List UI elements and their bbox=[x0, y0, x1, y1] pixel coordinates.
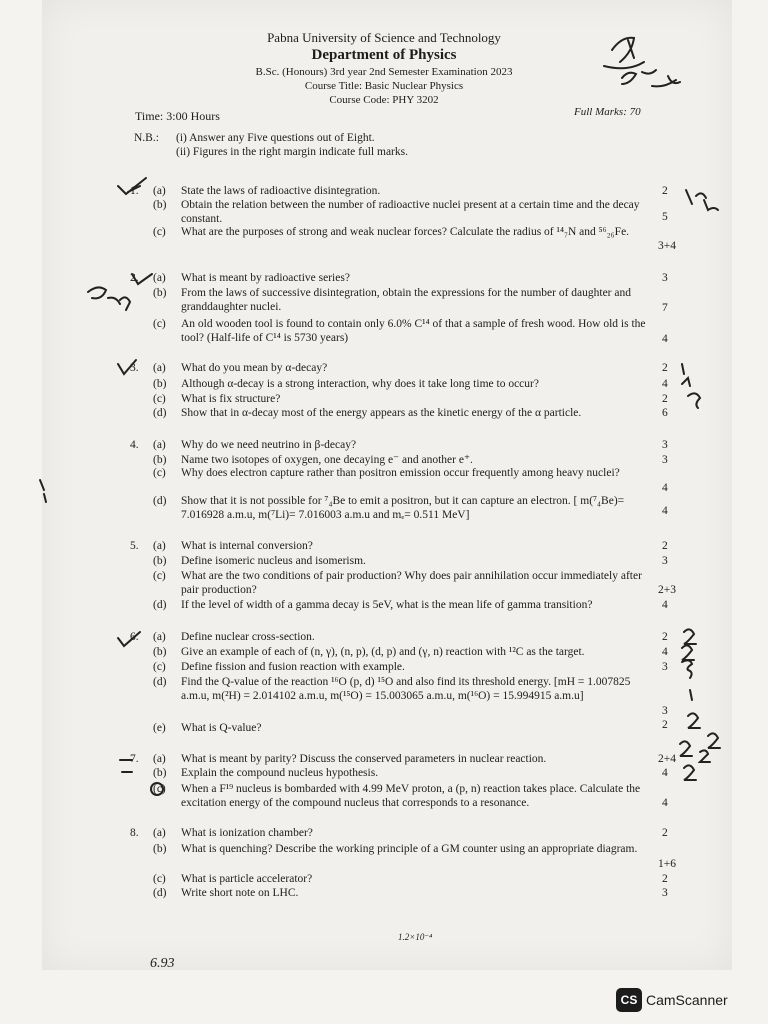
part-label: (d) bbox=[153, 676, 167, 688]
exam-time: Time: 3:00 Hours bbox=[135, 109, 220, 123]
part-text: Find the Q-value of the reaction ¹⁶O (p, d) ¹⁵O and also find its threshold energy. [mH = 1.007825 a.m.u, m(²H) = 2.014102 a.m.u, m(¹⁵O) = 15.003065 a.m.u, m(¹⁶O) = 15.994915 a.m.u] bbox=[181, 676, 631, 702]
part-marks: 4 bbox=[662, 599, 668, 611]
part-marks: 4 bbox=[662, 378, 668, 390]
part-label: (b) bbox=[153, 287, 167, 299]
part-text: State the laws of radioactive disintegration. bbox=[181, 185, 381, 197]
part-label: (c) bbox=[153, 873, 166, 885]
part-marks: 2 bbox=[662, 719, 668, 731]
part-marks: 2+4 bbox=[658, 753, 676, 765]
part-marks: 1+6 bbox=[658, 858, 676, 870]
question-number: 6. bbox=[130, 631, 139, 643]
part-text: What is meant by parity? Discuss the conserved parameters in nuclear reaction. bbox=[181, 753, 547, 765]
part-marks: 3 bbox=[662, 555, 668, 567]
part-marks: 4 bbox=[662, 767, 668, 779]
question-number: 2. bbox=[130, 272, 139, 284]
part-text: From the laws of successive disintegration, obtain the expressions for the number of daughter and granddaughter nuclei. bbox=[181, 287, 631, 313]
handwritten-formula: 1.2×10⁻⁴ bbox=[398, 932, 433, 942]
part-label: (b) bbox=[153, 767, 167, 779]
part-text: What is quenching? Describe the working principle of a GM counter using an appropriate diagram. bbox=[181, 843, 638, 855]
part-label: (c) bbox=[153, 226, 166, 238]
part-marks: 2 bbox=[662, 362, 668, 374]
part-marks: 5 bbox=[662, 211, 668, 223]
exam-name: B.Sc. (Honours) 3rd year 2nd Semester Examination 2023 bbox=[255, 66, 513, 78]
part-marks: 3 bbox=[662, 272, 668, 284]
part-text: Although α-decay is a strong interaction, why does it take long time to occur? bbox=[181, 378, 539, 390]
part-marks: 3+4 bbox=[658, 240, 676, 252]
part-marks: 2 bbox=[662, 540, 668, 552]
part-label: (c) bbox=[153, 661, 166, 673]
part-text: Show that it is not possible for ⁷₄Be to emit a positron, but it can capture an electron. [ m(⁷₄Be)= 7.016928 a.m.u, m(⁷Li)= 7.016003 a.m.u and mₑ= 0.511 MeV] bbox=[181, 495, 625, 521]
part-label: (a) bbox=[153, 362, 166, 374]
part-label: (b) bbox=[153, 646, 167, 658]
part-label: (e) bbox=[153, 722, 166, 734]
part-text: Define isomeric nucleus and isomerism. bbox=[181, 555, 366, 567]
part-label: (d) bbox=[153, 495, 167, 507]
part-text: What are the purposes of strong and weak nuclear forces? Calculate the radius of ¹⁴₇N and ⁵⁶₂₆Fe. bbox=[181, 226, 630, 238]
part-label: (b) bbox=[153, 199, 167, 211]
part-label: (b) bbox=[153, 454, 167, 466]
part-marks: 2 bbox=[662, 827, 668, 839]
handwritten-number: 6.93 bbox=[150, 956, 175, 971]
part-label: (b) bbox=[153, 378, 167, 390]
university-name: Pabna University of Science and Technology bbox=[267, 30, 501, 45]
nb-instruction-1: (i) Answer any Five questions out of Eight. bbox=[176, 132, 375, 144]
part-text: When a F¹⁹ nucleus is bombarded with 4.99 MeV proton, a (p, n) reaction takes place. Calculate the excitation energy of the compound nucleus that corresponds to a resonance. bbox=[181, 783, 641, 809]
part-marks: 4 bbox=[662, 505, 668, 517]
part-marks: 3 bbox=[662, 887, 668, 899]
part-text: What is internal conversion? bbox=[181, 540, 313, 552]
part-text: Name two isotopes of oxygen, one decaying e⁻ and another e⁺. bbox=[181, 454, 473, 466]
part-label: (d) bbox=[153, 407, 167, 419]
question-number: 7. bbox=[130, 753, 139, 765]
full-marks: Full Marks: 70 bbox=[574, 106, 641, 118]
part-text: What is Q-value? bbox=[181, 722, 262, 734]
part-text: If the level of width of a gamma decay is 5eV, what is the mean life of gamma transition? bbox=[181, 599, 593, 611]
question-number: 8. bbox=[130, 827, 139, 839]
part-marks: 2 bbox=[662, 185, 668, 197]
part-marks: 2 bbox=[662, 631, 668, 643]
part-label: (c) bbox=[153, 783, 166, 795]
part-label: (d) bbox=[153, 887, 167, 899]
part-label: (a) bbox=[153, 753, 166, 765]
part-text: What is fix structure? bbox=[181, 393, 281, 405]
part-label: (a) bbox=[153, 540, 166, 552]
part-marks: 3 bbox=[662, 439, 668, 451]
part-text: Show that in α-decay most of the energy appears as the kinetic energy of the α particle. bbox=[181, 407, 582, 419]
nb-instruction-2: (ii) Figures in the right margin indicate full marks. bbox=[176, 146, 408, 158]
part-marks: 4 bbox=[662, 333, 668, 345]
part-marks: 2 bbox=[662, 393, 668, 405]
part-label: (a) bbox=[153, 439, 166, 451]
part-label: (d) bbox=[153, 599, 167, 611]
part-marks: 6 bbox=[662, 407, 668, 419]
part-label: (a) bbox=[153, 272, 166, 284]
part-marks: 3 bbox=[662, 705, 668, 717]
part-label: (b) bbox=[153, 843, 167, 855]
course-code: Course Code: PHY 3202 bbox=[329, 94, 439, 106]
question-number: 4. bbox=[130, 439, 139, 451]
part-label: (c) bbox=[153, 318, 166, 330]
part-marks: 4 bbox=[662, 646, 668, 658]
part-text: Obtain the relation between the number of radioactive nuclei present at a certain time and the decay constant. bbox=[181, 199, 640, 225]
part-text: An old wooden tool is found to contain only 6.0% C¹⁴ of that a sample of fresh wood. How old is the tool? (Half-life of C¹⁴ is 5730 years) bbox=[181, 318, 646, 344]
question-number: 5. bbox=[130, 540, 139, 552]
part-text: Define fission and fusion reaction with example. bbox=[181, 661, 405, 673]
camscanner-brand: CamScanner bbox=[646, 992, 728, 1008]
part-text: What is ionization chamber? bbox=[181, 827, 313, 839]
part-marks: 7 bbox=[662, 302, 668, 314]
nb-label: N.B.: bbox=[134, 132, 159, 144]
part-marks: 3 bbox=[662, 454, 668, 466]
part-marks: 4 bbox=[662, 482, 668, 494]
part-marks: 4 bbox=[662, 797, 668, 809]
part-text: What are the two conditions of pair production? Why does pair annihilation occur immediately after pair production? bbox=[181, 570, 642, 596]
part-label: (a) bbox=[153, 827, 166, 839]
part-marks: 2 bbox=[662, 873, 668, 885]
part-text: Explain the compound nucleus hypothesis. bbox=[181, 767, 379, 779]
part-text: What is meant by radioactive series? bbox=[181, 272, 350, 284]
course-title: Course Title: Basic Nuclear Physics bbox=[304, 80, 464, 92]
camscanner-logo-icon: CS bbox=[616, 988, 642, 1012]
part-text: What is particle accelerator? bbox=[181, 873, 313, 885]
part-text: Why do we need neutrino in β-decay? bbox=[181, 439, 357, 451]
part-label: (c) bbox=[153, 467, 166, 479]
part-text: What do you mean by α-decay? bbox=[181, 362, 328, 374]
part-label: (c) bbox=[153, 570, 166, 582]
part-text: Give an example of each of (n, γ), (n, p), (d, p) and (γ, n) reaction with ¹²C as the target. bbox=[181, 646, 585, 658]
part-label: (c) bbox=[153, 393, 166, 405]
part-label: (b) bbox=[153, 555, 167, 567]
part-text: Why does electron capture rather than positron emission occur frequently among heavy nuclei? bbox=[181, 467, 620, 479]
part-marks: 2+3 bbox=[658, 584, 676, 596]
part-label: (a) bbox=[153, 631, 166, 643]
part-text: Write short note on LHC. bbox=[181, 887, 299, 899]
question-number: 3. bbox=[130, 362, 139, 374]
part-marks: 3 bbox=[662, 661, 668, 673]
part-text: Define nuclear cross-section. bbox=[181, 631, 315, 643]
question-number: 1. bbox=[130, 185, 139, 197]
department-name: Department of Physics bbox=[311, 47, 457, 63]
part-label: (a) bbox=[153, 185, 166, 197]
